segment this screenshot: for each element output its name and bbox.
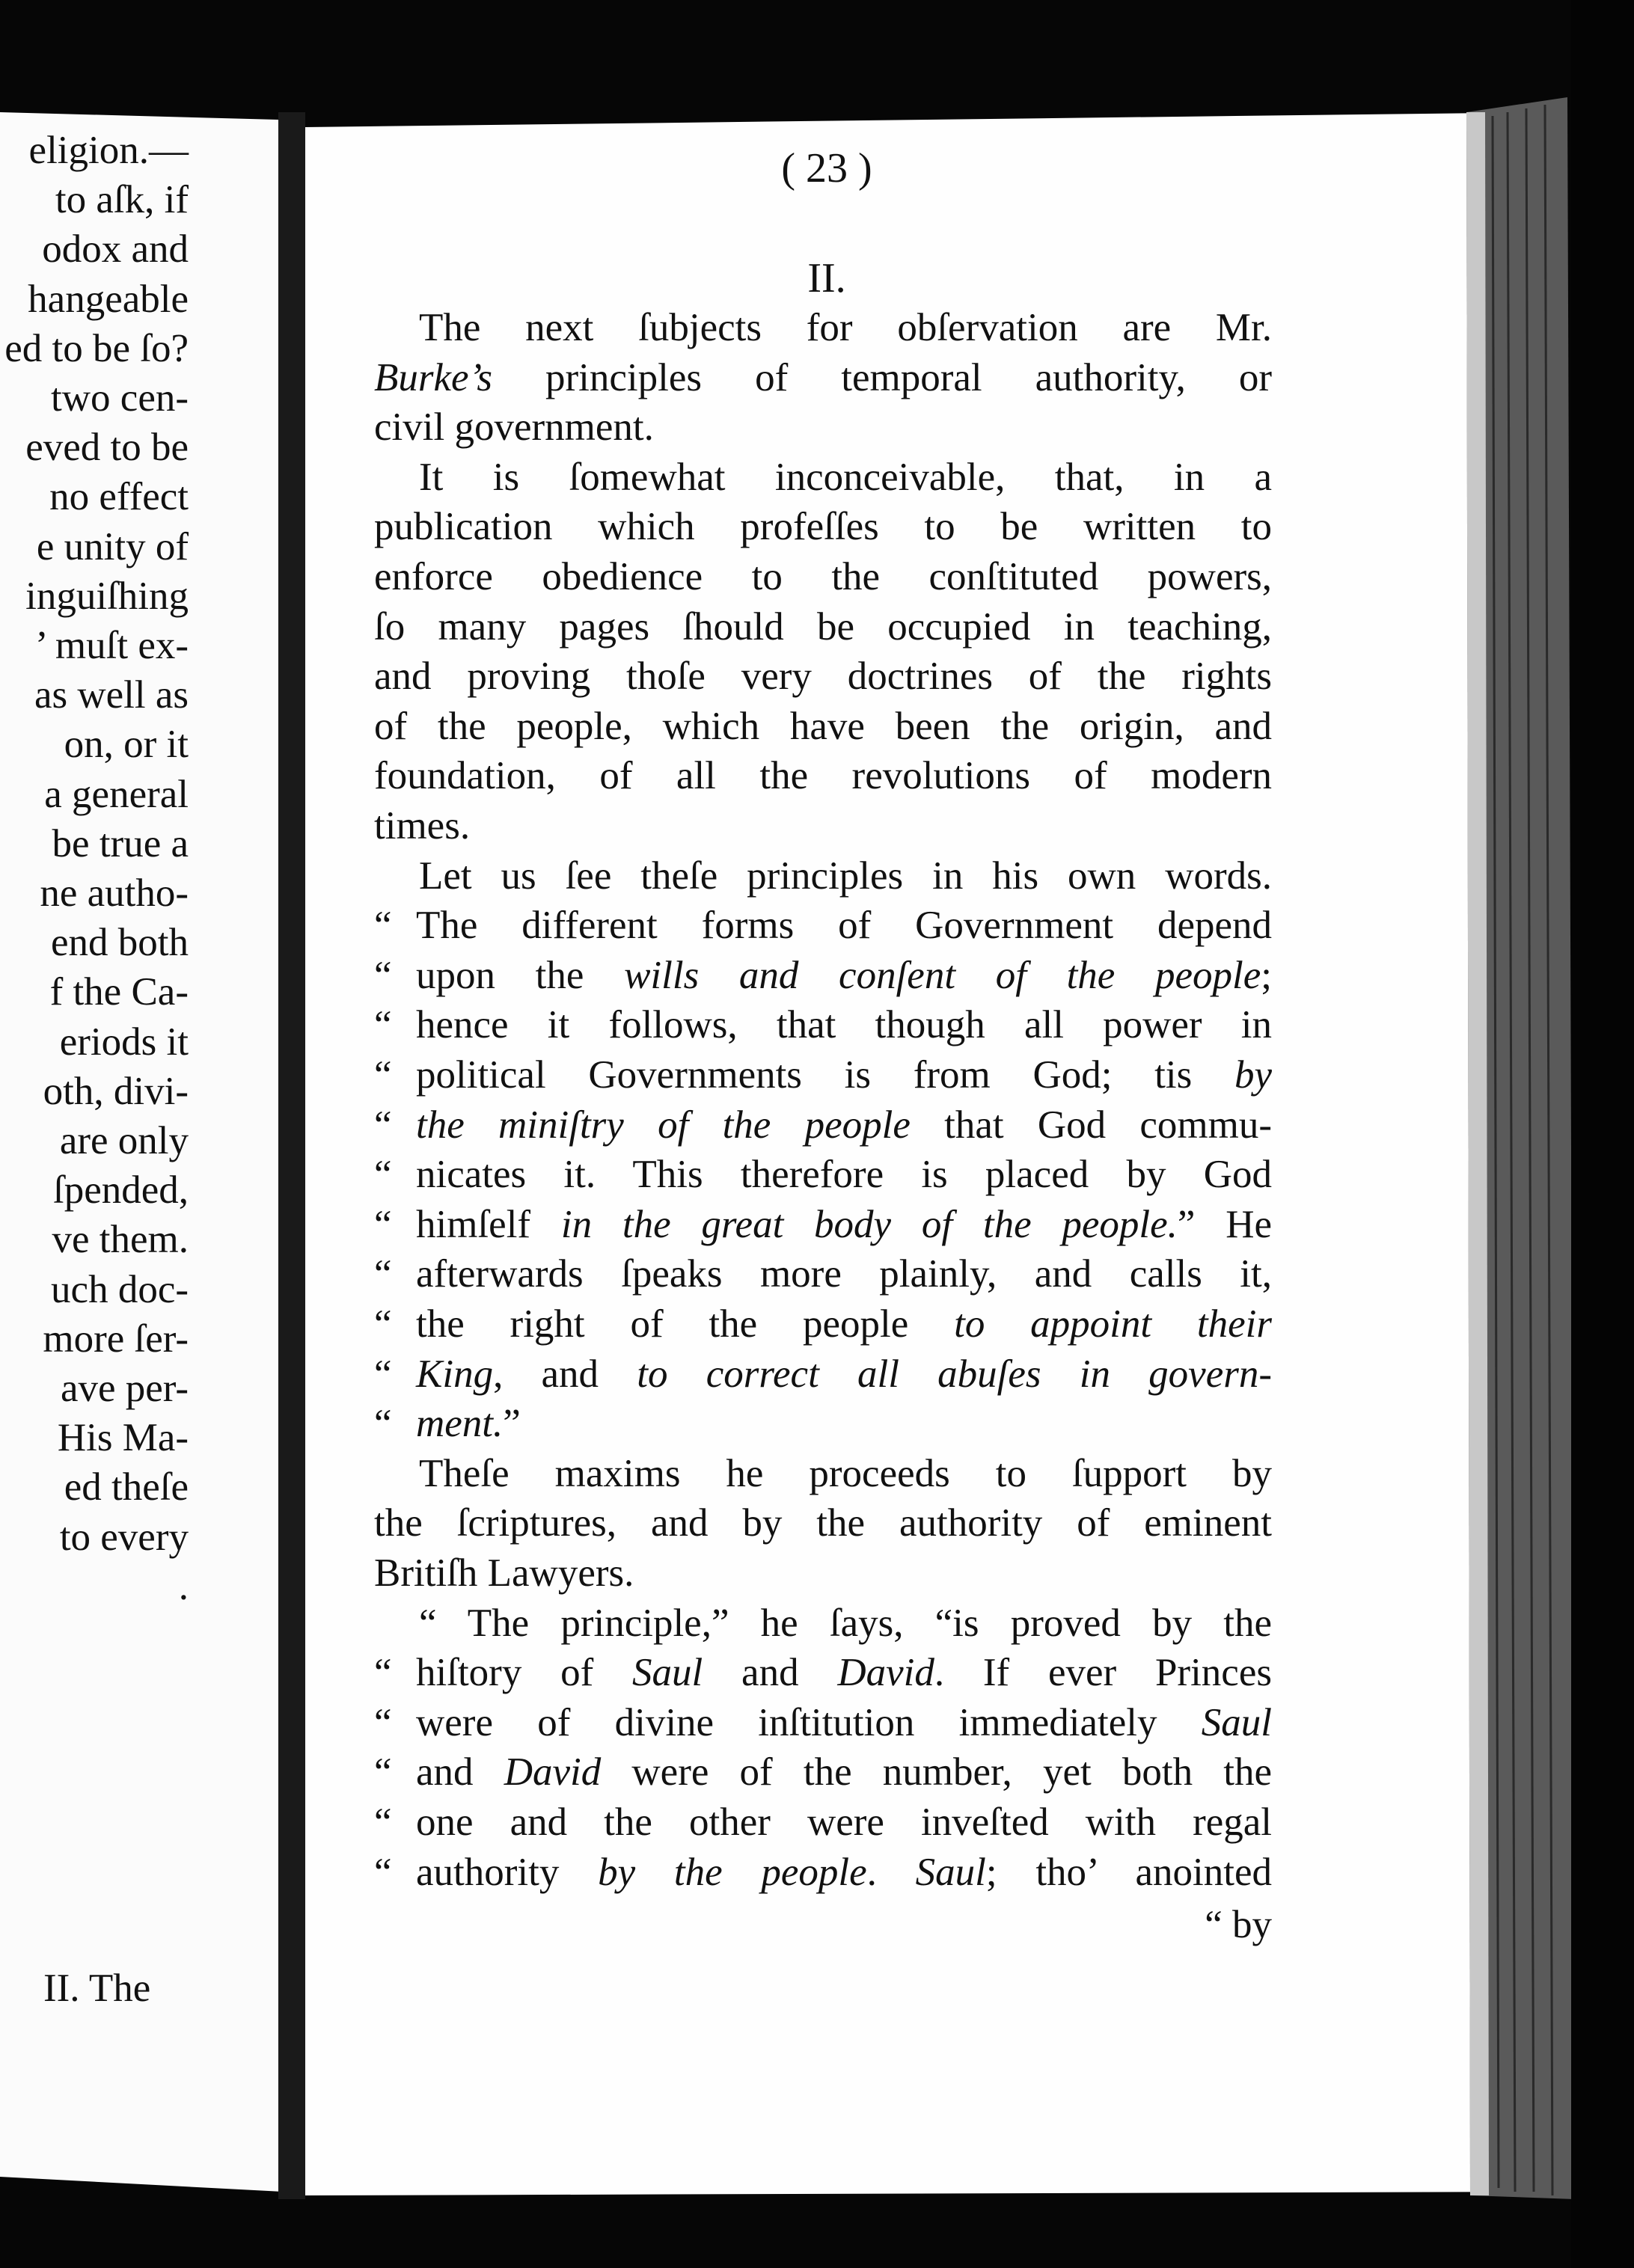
- text-line: [374, 1797, 1272, 1848]
- text-line: [374, 1399, 1272, 1449]
- text-line: Let us ſee theſe principles in his own words.: [419, 853, 1272, 898]
- left-page-line: ed to be ſo?: [4, 326, 189, 370]
- text-line: [374, 1050, 1272, 1100]
- quote-mark: “: [374, 1103, 392, 1147]
- section-numeral: II.: [807, 255, 846, 301]
- text-line: the ſcriptures, and by the authority of eminent: [374, 1501, 1272, 1545]
- left-page-line: a general: [44, 772, 189, 816]
- left-page-line: as well as: [34, 673, 189, 717]
- text-line: [374, 951, 1272, 1001]
- text-line: and proving thoſe very doctrines of the rights: [374, 655, 1272, 699]
- text-line: [374, 1200, 1272, 1250]
- left-page-line: e unity of: [36, 524, 189, 568]
- text-line: [374, 1747, 1272, 1797]
- quoted-text: King, and to correct all abuſes in govern-: [416, 1352, 1272, 1396]
- quote-mark: “: [374, 1153, 392, 1197]
- text-line: ſo many pages ſhould be occupied in teaching,: [374, 604, 1272, 649]
- text-line: [374, 1698, 1272, 1748]
- quote-mark: “: [374, 1202, 392, 1246]
- left-page-line: more ſer-: [43, 1317, 189, 1361]
- text-line: foundation, of all the revolutions of modern: [374, 754, 1272, 798]
- text-line: [374, 1299, 1272, 1349]
- text-line: [374, 1100, 1272, 1150]
- left-page-line: be true a: [52, 821, 189, 865]
- quoted-text: one and the other were inveſted with regal: [416, 1800, 1272, 1844]
- quote-mark: “: [374, 1252, 392, 1296]
- left-page-line: uch doc-: [51, 1267, 189, 1311]
- quoted-text: were of divine inſtitution immediately Saul: [416, 1700, 1272, 1744]
- quote-mark: “: [374, 953, 392, 997]
- quoted-text: political Governments is from God; tis by: [416, 1053, 1272, 1097]
- gutter-shadow: [278, 112, 305, 2199]
- quote-mark: “: [374, 1352, 392, 1396]
- left-page-line: ne autho-: [40, 871, 189, 915]
- text-line: [374, 1249, 1272, 1299]
- text-line: publication which profeſſes to be written to: [374, 505, 1272, 549]
- quote-mark: “: [374, 1800, 392, 1844]
- left-page-line: .: [178, 1564, 189, 1608]
- quote-mark: “: [374, 1053, 392, 1097]
- quote-mark: “: [374, 1003, 392, 1047]
- left-page-line: ave per-: [60, 1367, 189, 1410]
- quote-mark: “: [374, 1700, 392, 1744]
- quoted-text: the miniſtry of the people that God commu-: [416, 1103, 1273, 1147]
- left-page-line: ’ muſt ex-: [34, 624, 189, 667]
- text-line: “ The principle,” he ſays, “is proved by the: [419, 1601, 1272, 1645]
- left-page-line: eligion.—: [28, 129, 189, 172]
- left-page-line: oth, divi-: [43, 1069, 189, 1113]
- text-line: [374, 901, 1272, 951]
- text-line: civil government.: [374, 405, 654, 450]
- left-page-line: f the Ca-: [49, 970, 189, 1014]
- quoted-text: ment.”: [416, 1402, 521, 1446]
- left-page-line: are only: [59, 1119, 189, 1162]
- left-page-line: ve them.: [52, 1218, 189, 1262]
- quoted-text: himſelf in the great body of the people.” He: [416, 1202, 1273, 1246]
- quoted-text: authority by the people. Saul; tho’ anointed: [416, 1850, 1273, 1894]
- left-page: [0, 112, 278, 2177]
- left-page-catchword: II. The: [43, 1967, 151, 2010]
- quote-mark: “: [374, 1651, 392, 1695]
- text-line: Burke’s principles of temporal authority, or: [374, 355, 1272, 399]
- text-line: Britiſh Lawyers.: [374, 1551, 634, 1595]
- left-page-line: ſpended,: [52, 1168, 189, 1213]
- quoted-text: The different forms of Government depend: [416, 904, 1272, 948]
- left-page-line: end both: [51, 921, 189, 965]
- left-page-line: inguiſhing: [25, 574, 189, 618]
- page-number: ( 23 ): [781, 145, 872, 191]
- text-line: [374, 1150, 1272, 1200]
- quoted-text: the right of the people to appoint their: [416, 1302, 1272, 1346]
- quoted-text: and David were of the number, yet both the: [416, 1750, 1273, 1795]
- text-line: [374, 1349, 1272, 1400]
- text-line: [374, 1848, 1272, 1898]
- quoted-text: upon the wills and conſent of the people;: [416, 953, 1273, 997]
- left-page-line: His Ma-: [57, 1416, 189, 1460]
- quote-mark: “: [374, 1850, 392, 1894]
- quoted-text: hiſtory of Saul and David. If ever Princes: [416, 1651, 1272, 1695]
- text-line: [374, 1648, 1272, 1698]
- left-page-line: to every: [59, 1515, 189, 1559]
- text-line: of the people, which have been the origin, and: [374, 704, 1272, 748]
- left-page-line: eved to be: [25, 426, 189, 470]
- right-page: [359, 142, 1294, 2012]
- quote-mark: “: [374, 1302, 392, 1346]
- left-page-line: on, or it: [64, 723, 189, 767]
- quote-mark: “: [374, 1402, 392, 1446]
- text-line: The next ſubjects for obſervation are Mr.: [419, 306, 1272, 349]
- quote-mark: “: [374, 904, 392, 948]
- quoted-text: afterwards ſpeaks more plainly, and calls it,: [416, 1252, 1272, 1296]
- text-line: enforce obedience to the conſtituted powers,: [374, 555, 1272, 598]
- left-page-line: two cen-: [51, 376, 189, 420]
- catchword: “ by: [1205, 1903, 1272, 1946]
- left-page-line: no effect: [49, 475, 189, 519]
- left-page-line: hangeable: [28, 277, 189, 321]
- text-line: It is ſomewhat inconceivable, that, in a: [419, 455, 1272, 499]
- text-line: [374, 1000, 1272, 1050]
- quoted-text: nicates it. This therefore is placed by God: [416, 1153, 1272, 1197]
- quoted-text: hence it follows, that though all power in: [416, 1003, 1272, 1047]
- left-page-line: ed theſe: [64, 1465, 189, 1510]
- quote-mark: “: [374, 1750, 392, 1795]
- text-line: times.: [374, 804, 471, 848]
- left-page-line: odox and: [42, 227, 189, 272]
- left-page-line: to aſk, if: [55, 178, 189, 222]
- text-line: Theſe maxims he proceeds to ſupport by: [419, 1451, 1272, 1495]
- left-page-line: eriods it: [59, 1020, 189, 1064]
